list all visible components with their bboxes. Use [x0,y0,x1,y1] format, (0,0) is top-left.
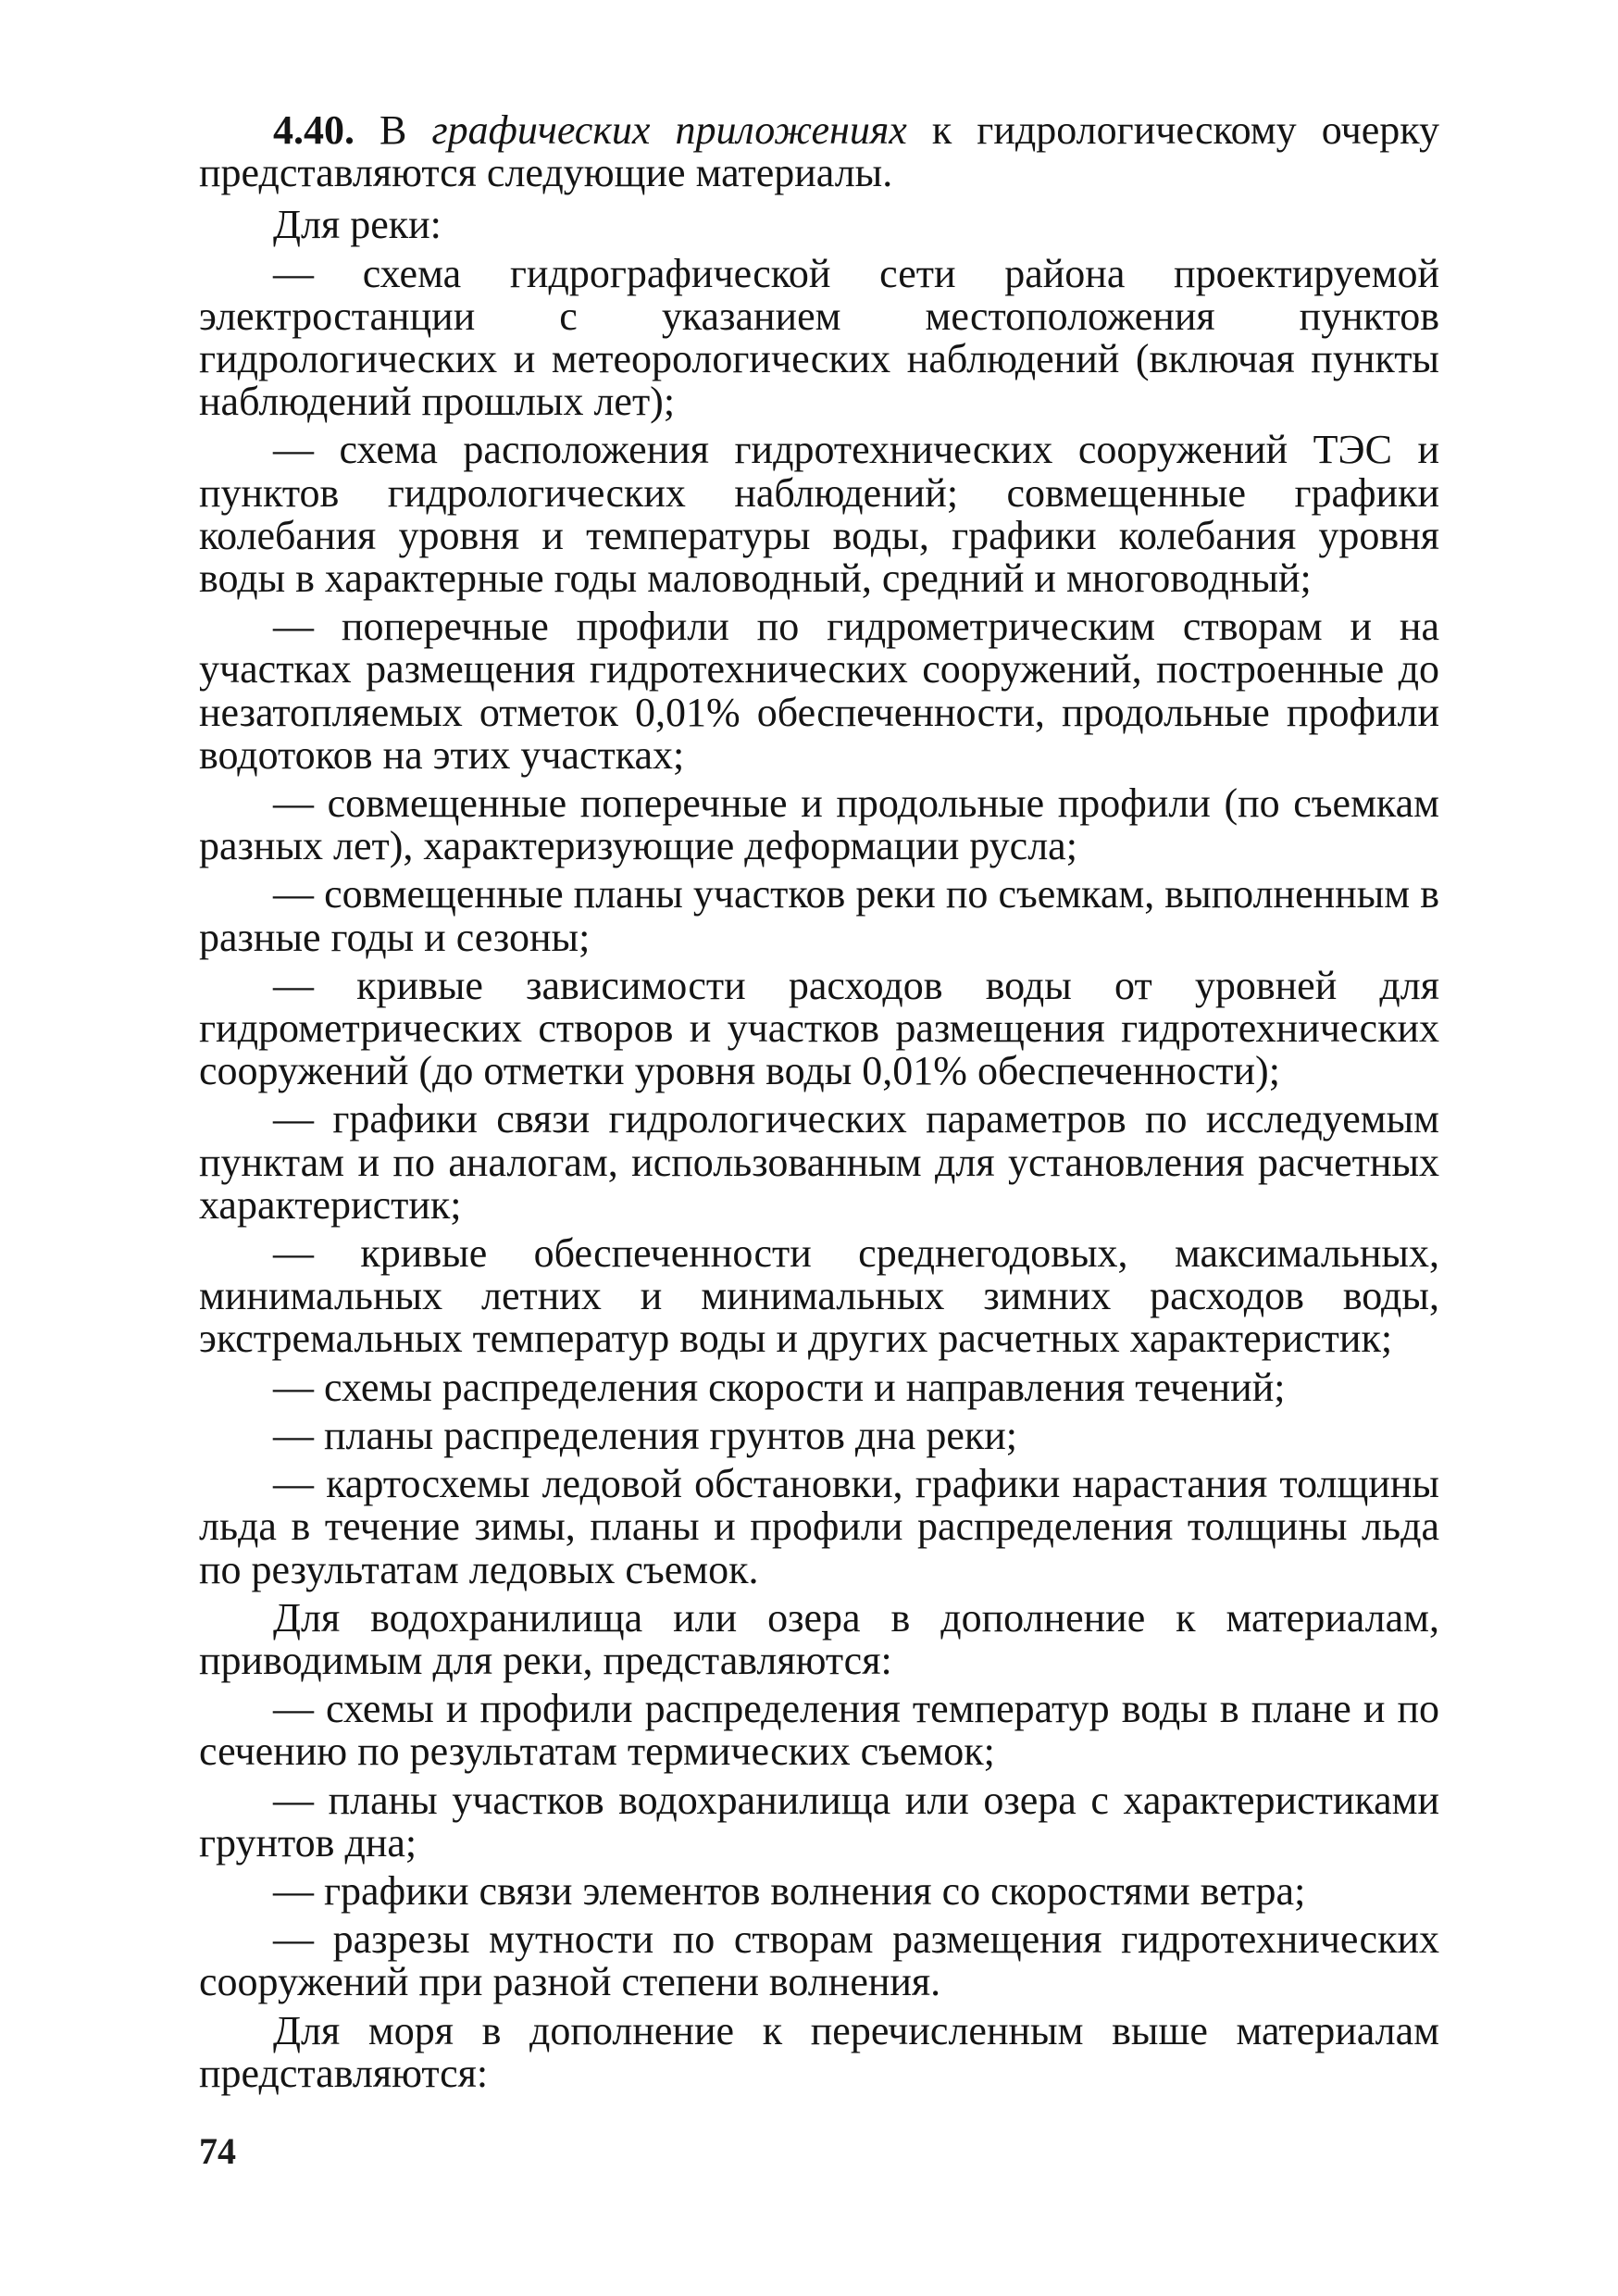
section-number: 4.40. [273,107,355,153]
reservoir-item: — схемы и профили распределения температур воды в плане и по сечению по результатам термических съемок; [199,1686,1439,1775]
river-item: — совмещенные поперечные и продольные профили (по съемкам разных лет), характеризующие деформации русла; [199,780,1439,869]
section-italic-phrase: графических приложениях [431,107,907,153]
sea-heading: Для моря в дополнение к перечисленным выше материалам представляются: [199,2007,1439,2096]
river-item: — схема расположения гидротехнических сооружений ТЭС и пунктов гидрологических наблюдений; совмещенные графики колебания уровня и температуры воды, графики колебания уровня воды в характерные годы маловодный, средний и многоводный; [199,427,1439,602]
reservoir-item: — планы участков водохранилища или озера с характеристиками грунтов дна; [199,1777,1439,1866]
section-lead-word: В [380,107,407,153]
river-item: — поперечные профили по гидрометрическим створам и на участках размещения гидротехнических сооружений, построенные до незатопляемых отметок 0,01% обеспеченности, продольные профили водотоков на этих участках; [199,604,1439,778]
river-heading: Для реки: [273,202,442,248]
reservoir-heading: Для водохранилища или озера в дополнение к материалам, приводимым для реки, представляются: [199,1594,1439,1683]
document-body [199,109,1439,2095]
reservoir-item: — графики связи элементов волнения со скоростями ветра; [273,1867,1306,1914]
reservoir-item: — разрезы мутности по створам размещения гидротехнических сооружений при разной степени волнения. [199,1916,1439,2005]
river-item: — схема гидрографической сети района проектируемой электростанции с указанием местоположения пунктов гидрологических и метеорологических наблюдений (включая пункты наблюдений прошлых лет); [199,250,1439,425]
river-item: — картосхемы ледовой обстановки, графики нарастания толщины льда в течение зимы, планы и профили распределения толщины льда по результатам ледовых съемок. [199,1461,1439,1592]
river-item: — графики связи гидрологических параметров по исследуемым пунктам и по аналогам, использованным для установления расчетных характеристик; [199,1096,1439,1228]
river-item: — совмещенные планы участков реки по съемкам, выполненным в разные годы и сезоны; [199,871,1439,960]
river-item: — кривые обеспеченности среднегодовых, максимальных, минимальных летних и минимальных зимних расходов воды, экстремальных температур воды и других расчетных характеристик; [199,1230,1439,1362]
section-lead-rest: к гидрологическому очерку представляются следующие материалы. [199,107,1439,196]
river-item: — схемы распределения скорости и направления течений; [273,1364,1286,1410]
river-item: — кривые зависимости расходов воды от уровней для гидрометрических створов и участков размещения гидротехнических сооружений (до отметки уровня воды 0,01% обеспеченности); [199,962,1439,1094]
page-number: 74 [199,2130,236,2172]
river-item: — планы распределения грунтов дна реки; [273,1412,1018,1458]
section-intro [199,109,1439,194]
